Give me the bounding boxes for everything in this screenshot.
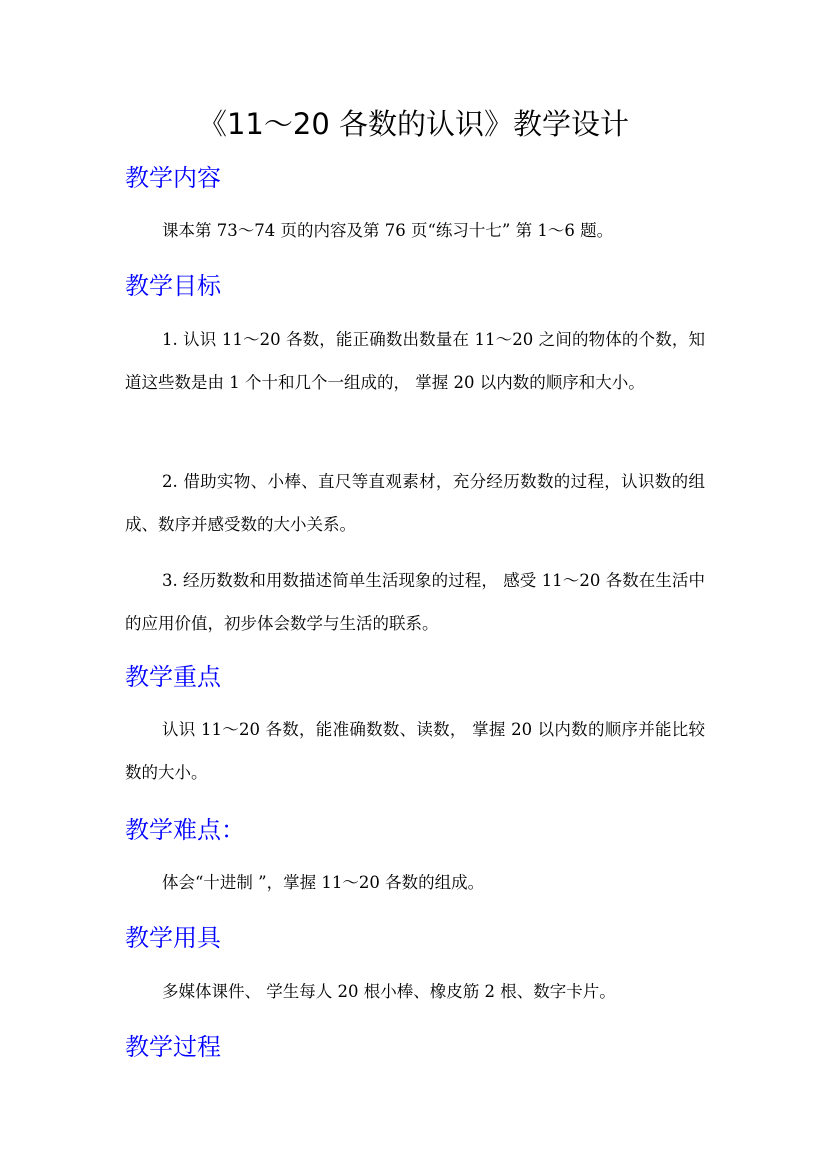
paragraph-goal-2: 2. 借助实物、小棒、直尺等直观素材，充分经历数数的过程，认识数的组成、数序并感受数的大小关系。 [125, 472, 705, 534]
paragraph-teaching-content: 课本第 73～74 页的内容及第 76 页“练习十七” 第 1～6 题。 [162, 221, 614, 240]
document-title: 《11～20 各数的认识》教学设计 [197, 107, 630, 141]
heading-teaching-focus: 教学重点 [125, 663, 221, 691]
paragraph-teaching-difficulty: 体会“十进制 ”，掌握 11～20 各数的组成。 [162, 873, 485, 892]
heading-teaching-tools: 教学用具 [125, 924, 221, 952]
paragraph-teaching-tools: 多媒体课件、 学生每人 20 根小棒、橡皮筋 2 根、数字卡片。 [162, 982, 616, 1001]
heading-teaching-content: 教学内容 [125, 164, 221, 192]
paragraph-goal-3: 3. 经历数数和用数描述简单生活现象的过程， 感受 11～20 各数在生活中的应用价值，初步体会数学与生活的联系。 [125, 571, 705, 633]
heading-teaching-difficulty: 教学难点： [125, 816, 245, 844]
paragraph-teaching-focus: 认识 11～20 各数，能准确数数、读数， 掌握 20 以内数的顺序并能比较数的大小。 [125, 720, 705, 782]
paragraph-goal-1: 1. 认识 11～20 各数，能正确数出数量在 11～20 之间的物体的个数，知道这些数是由 1 个十和几个一组成的， 掌握 20 以内数的顺序和大小。 [125, 330, 705, 392]
heading-teaching-process: 教学过程 [125, 1033, 221, 1061]
heading-teaching-goals: 教学目标 [125, 272, 221, 300]
